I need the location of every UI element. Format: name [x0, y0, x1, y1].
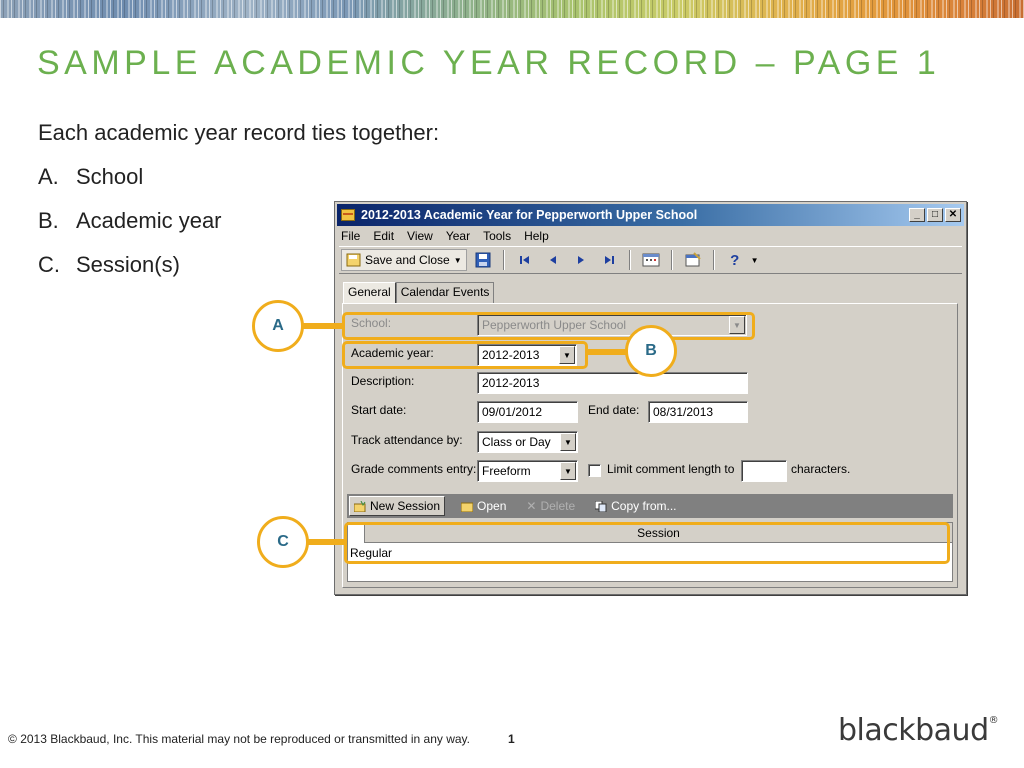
copy-icon [595, 501, 607, 512]
next-record-icon[interactable] [569, 249, 593, 271]
slide-title: SAMPLE ACADEMIC YEAR RECORD – PAGE 1 [37, 44, 941, 82]
limit-comment-label: Limit comment length to [607, 462, 735, 476]
tab-strip [343, 282, 494, 303]
menu-tools[interactable]: Tools [483, 229, 512, 243]
start-date-label: Start date: [351, 403, 407, 417]
bullet-intro: Each academic year record ties together: [38, 120, 440, 145]
menu-file[interactable]: File [341, 229, 361, 243]
save-close-icon [346, 253, 362, 267]
track-attendance-label: Track attendance by: [351, 433, 463, 447]
copyright-footer [0, 732, 470, 746]
page-number: 1 [508, 732, 515, 746]
chevron-down-icon[interactable]: ▼ [560, 433, 576, 451]
delete-label: Delete [540, 499, 576, 513]
chevron-down-icon[interactable]: ▼ [560, 462, 576, 480]
academic-year-highlight [342, 341, 588, 369]
characters-label: characters. [791, 462, 851, 476]
delete-button[interactable] [522, 497, 579, 515]
first-record-icon[interactable] [513, 249, 537, 271]
toolbar-separator [671, 250, 673, 270]
bullet-letter: C. [38, 252, 60, 277]
menu-bar [335, 226, 966, 246]
tab-general[interactable]: General [343, 282, 396, 303]
academic-year-value: 2012-2013 [482, 348, 540, 362]
callout-a-connector [303, 323, 344, 329]
limit-comment-checkbox[interactable] [588, 464, 601, 477]
school-highlight [342, 312, 755, 340]
start-date-field[interactable]: 09/01/2012 [477, 401, 578, 423]
school-label: School: [351, 316, 392, 330]
last-record-icon[interactable] [597, 249, 621, 271]
blackbaud-logo: blackbaud® [838, 713, 999, 748]
new-session-button[interactable] [349, 496, 445, 516]
calendar-icon[interactable] [639, 249, 663, 271]
bullet-text: School [76, 164, 144, 189]
tab-calendar-events[interactable]: Calendar Events [396, 282, 495, 303]
minimize-button[interactable]: _ [909, 208, 925, 222]
window-title: 2012-2013 Academic Year for Pepperworth Upper School [361, 208, 698, 222]
description-field[interactable]: 2012-2013 [477, 372, 748, 394]
menu-year[interactable]: Year [445, 229, 471, 243]
open-button[interactable] [457, 497, 510, 515]
new-session-label: New Session [370, 499, 441, 513]
window-titlebar[interactable] [337, 204, 964, 226]
session-column-header[interactable]: Session [364, 523, 952, 543]
save-icon[interactable] [471, 249, 495, 271]
maximize-button[interactable]: □ [927, 208, 943, 222]
callout-b-connector [586, 349, 629, 355]
window-controls [909, 208, 961, 222]
bullet-text: Academic year [76, 208, 222, 233]
end-date-label: End date: [588, 403, 640, 417]
session-highlight [344, 522, 950, 564]
toolbar-separator [503, 250, 505, 270]
academic-year-label: Academic year: [351, 346, 434, 360]
session-toolbar [347, 494, 953, 518]
table-row[interactable]: Regular [350, 546, 393, 560]
save-and-close-button[interactable] [341, 249, 467, 271]
properties-icon[interactable] [681, 249, 705, 271]
grade-comments-value: Freeform [482, 464, 531, 478]
bullet-letter: B. [38, 208, 59, 233]
folder-icon [461, 501, 473, 512]
open-label: Open [477, 499, 507, 513]
description-label: Description: [351, 374, 415, 388]
end-date-field[interactable]: 08/31/2013 [648, 401, 748, 423]
school-value: Pepperworth Upper School [482, 318, 627, 332]
grade-comments-dropdown[interactable] [477, 460, 578, 482]
toolbar-separator [713, 250, 715, 270]
callout-c: C [257, 516, 309, 568]
main-toolbar [339, 246, 962, 274]
previous-record-icon[interactable] [541, 249, 565, 271]
help-icon[interactable]: ? [730, 251, 740, 269]
track-attendance-value: Class or Day [482, 435, 551, 449]
copy-from-button[interactable] [591, 497, 680, 515]
callout-b: B [625, 325, 677, 377]
close-button[interactable]: ✕ [945, 208, 961, 222]
menu-view[interactable]: View [407, 229, 433, 243]
chevron-down-icon: ▼ [729, 316, 745, 334]
toolbar-separator [629, 250, 631, 270]
callout-c-connector [307, 539, 346, 545]
help-dropdown-arrow-icon[interactable]: ▼ [750, 255, 759, 265]
save-and-close-label: Save and Close [365, 253, 450, 267]
chevron-down-icon[interactable]: ▼ [559, 346, 575, 364]
bullet-item-school [38, 164, 439, 190]
bullet-letter: A. [38, 164, 59, 189]
new-session-icon [354, 501, 366, 512]
decorative-color-strip [0, 0, 1024, 18]
bullet-text: Session(s) [76, 252, 180, 277]
copy-from-label: Copy from... [611, 499, 677, 513]
app-icon [341, 209, 355, 221]
dropdown-arrow-icon[interactable]: ▼ [453, 255, 462, 265]
menu-edit[interactable]: Edit [373, 229, 395, 243]
track-attendance-dropdown[interactable] [477, 431, 578, 453]
menu-help[interactable]: Help [524, 229, 549, 243]
limit-comment-length-field[interactable] [741, 460, 787, 482]
logo-text: blackbaud [838, 713, 989, 748]
grade-comments-label: Grade comments entry: [351, 462, 477, 476]
callout-a: A [252, 300, 304, 352]
delete-icon: ✕ [526, 499, 537, 513]
copyright-text: © 2013 Blackbaud, Inc. This material may not be reproduced or transmitted in any way. [8, 732, 470, 746]
